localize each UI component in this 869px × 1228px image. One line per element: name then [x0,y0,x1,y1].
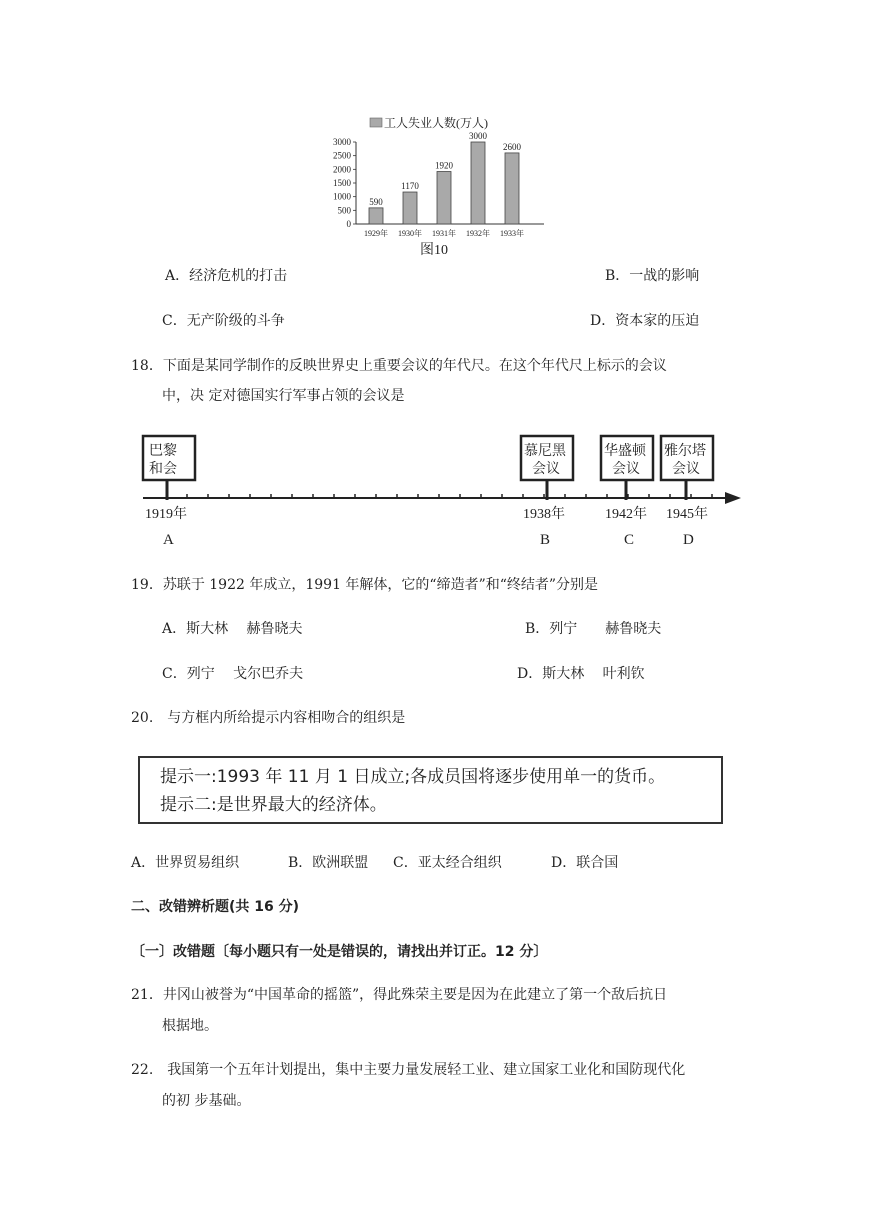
timeline-event-munich [521,436,573,500]
bars-group [369,131,522,224]
hint-box [138,756,723,824]
q22-line2: 的初 步基础。 [162,1093,251,1109]
q17-option-d: D．资本家的压迫 [590,313,700,329]
svg-text:会议: 会议 [612,462,640,477]
chart-title: 工人失业人数(万人) [384,116,488,130]
hint-line-2: 提示二:是世界最大的经济体。 [160,795,387,815]
y-tick-label: 0 [346,219,351,229]
q19-stem: 19．苏联于 1922 年成立，1991 年解体，它的“缔造者”和“终结者”分别是 [131,577,599,593]
q20-option-a: A．世界贸易组织 [131,855,240,871]
option-letter-c: C [624,532,635,548]
x-tick-label: 1929年 [364,229,388,238]
timeline-axis [143,492,741,504]
y-tick-label: 3000 [333,137,351,147]
year-label-1938: 1938年 [523,507,565,522]
timeline-event-yalta [661,436,713,500]
x-tick-label: 1933年 [500,229,524,238]
option-letter-b: B [540,532,551,548]
svg-text:和会: 和会 [149,462,177,477]
y-tick-label: 2500 [333,150,351,161]
q17-option-b: B．一战的影响 [605,268,700,284]
q22-line1: 22. 我国第一个五年计划提出，集中主要力量发展轻工业、建立国家工业化和国防现代化 [131,1062,686,1078]
section2-title: 二、改错辨析题(共 16 分) [131,899,300,915]
conference-timeline [135,428,745,552]
svg-text:慕尼黑: 慕尼黑 [524,444,566,459]
q17-option-c: C．无产阶级的斗争 [162,313,285,329]
q20-option-d: D．联合国 [551,855,619,871]
timeline-event-paris [143,436,195,500]
bar-value-label: 1170 [401,181,419,192]
q19-option-a: A．斯大林 赫鲁晓夫 [162,621,303,637]
svg-text:会议: 会议 [672,462,700,477]
q18-stem-line1: 18．下面是某同学制作的反映世界史上重要会议的年代尺。在这个年代尺上标示的会议 [131,358,667,374]
bar-value-label: 590 [369,196,383,207]
q17-option-a: A．经济危机的打击 [165,268,288,284]
option-letter-d: D [683,532,694,548]
q20-option-b: B．欧洲联盟 [288,855,369,871]
y-tick-label: 1500 [333,178,351,188]
legend-swatch [370,118,382,127]
y-tick-label: 2000 [333,164,351,175]
q20-option-c: C．亚太经合组织 [393,855,502,871]
x-tick-label: 1931年 [432,229,456,238]
x-tick-label: 1930年 [398,229,422,238]
bar-value-label: 3000 [469,131,487,141]
bar [369,208,383,224]
option-letter-a: A [163,532,174,548]
y-tick-label: 1000 [333,191,351,202]
bar [505,153,519,224]
year-label-1945: 1945年 [666,507,708,522]
chart-legend [370,115,488,130]
bar [403,192,417,224]
unemployment-bar-chart [320,112,550,260]
timeline-event-washington [601,436,653,500]
q19-option-d: D．斯大林 叶利钦 [517,666,645,682]
x-axis [364,228,524,238]
x-tick-label: 1932年 [466,229,490,238]
q21-line1: 21．井冈山被誉为“中国革命的摇篮”，得此殊荣主要是因为在此建立了第一个敌后抗日 [131,987,668,1003]
svg-text:巴黎: 巴黎 [149,444,177,459]
bar [437,172,451,224]
q21-line2: 根据地。 [162,1018,218,1034]
bar [471,142,485,224]
section2-subtitle: 〔一〕改错题〔每小题只有一处是错误的，请找出并订正。12 分〕 [131,944,548,960]
q20-stem: 20. 与方框内所给提示内容相吻合的组织是 [131,710,406,726]
hint-line-1: 提示一:1993 年 11 月 1 日成立;各成员国将逐步使用单一的货币。 [160,767,666,787]
q18-stem-line2: 中，决 定对德国实行军事占领的会议是 [162,388,405,404]
year-label-1919: 1919年 [145,507,187,522]
q19-option-b: B．列宁 赫鲁晓夫 [525,621,662,637]
bar-value-label: 2600 [503,141,521,152]
svg-text:华盛顿: 华盛顿 [604,444,646,459]
svg-text:会议: 会议 [532,462,560,477]
svg-text:雅尔塔: 雅尔塔 [664,444,706,459]
q19-option-c: C．列宁 戈尔巴乔夫 [162,666,304,682]
figure-caption: 图10 [420,243,448,258]
year-label-1942: 1942年 [605,507,647,522]
y-tick-label: 500 [337,205,351,216]
bar-value-label: 1920 [435,160,453,171]
